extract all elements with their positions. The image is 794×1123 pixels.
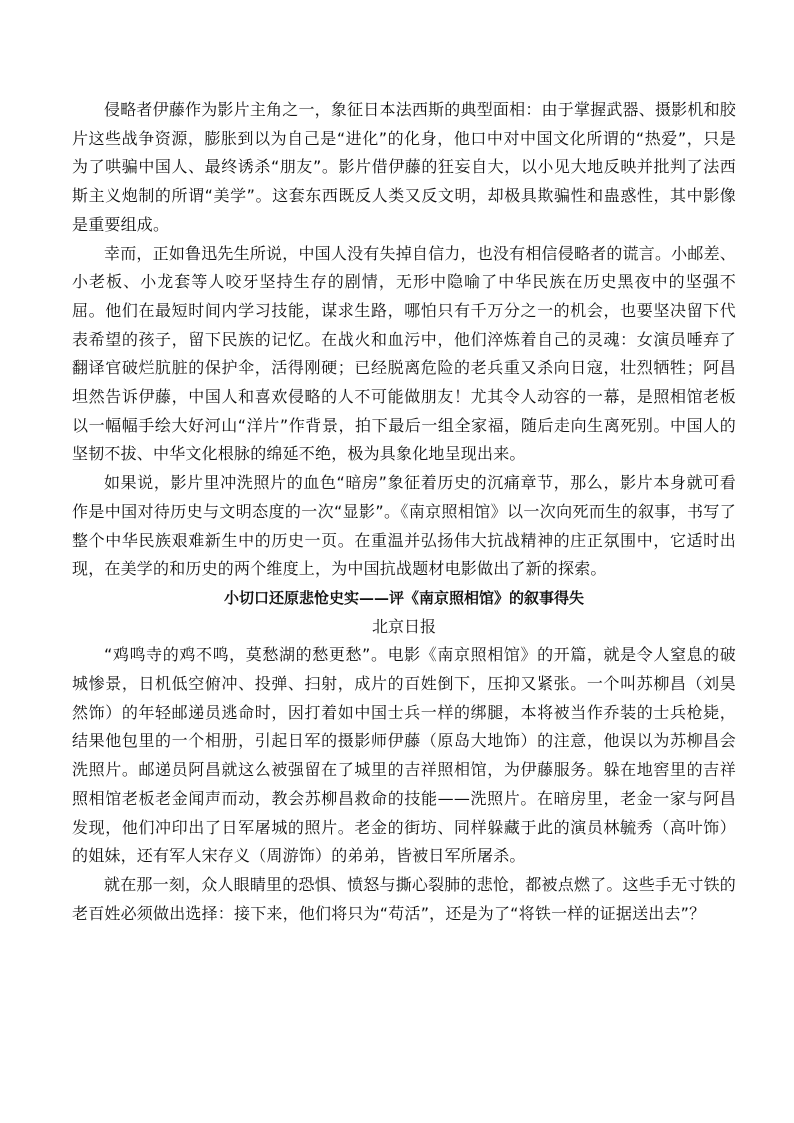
- paragraph-darkroom-development: 如果说，影片里冲洗照片的血色“暗房”象征着历史的沉痛章节，那么，影片本身就可看作是中国对待历史与文明态度的一次“显影”。《南京照相馆》以一次向死而生的叙事，书写了整个中华民族艰难新生中的历史一页。在重温并弘扬伟大抗战精神的庄正氛围中，它适时出现，在美学的和历史的两个维度上，为中国抗战题材电影做出了新的探索。: [72, 473, 736, 579]
- paragraph-film-opening: “鸡鸣寺的鸡不鸣，莫愁湖的愁更愁”。电影《南京照相馆》的开篇，就是令人窒息的破城惨景，日机低空俯冲、投弹、扫射，成片的百姓倒下，压抑又紧张。一个叫苏柳昌（刘昊然饰）的年轻邮递员逃命时，因打着如中国士兵一样的绑腿，本将被当作乔装的士兵枪毙，结果他包里的一个相册，引起日军的摄影师伊藤（原岛大地饰）的注意，他误以为苏柳昌会洗照片。邮递员阿昌就这么被强留在了城里的吉祥照相馆，为伊藤服务。躲在地窖里的吉祥照相馆老板老金闻声而动，教会苏柳昌救命的技能——洗照片。在暗房里，老金一家与阿昌发现，他们冲印出了日军屠城的照片。老金的街坊、同样躲藏于此的演员林毓秀（高叶饰）的姐妹，还有军人宋存义（周游饰）的弟弟，皆被日军所屠杀。: [72, 645, 736, 866]
- paragraph-chinese-resilience: 幸而，正如鲁迅先生所说，中国人没有失掉自信力，也没有相信侵略者的谎言。小邮差、小老板、小龙套等人咬牙坚持生存的剧情，无形中隐喻了中华民族在历史黑夜中的坚强不屈。他们在最短时间内学习技能，谋求生路，哪怕只有千万分之一的机会，也要坚决留下代表希望的孩子，留下民族的记忆。在战火和血污中，他们淬炼着自己的灵魂：女演员唾弃了翻译官破烂肮脏的保护伞，活得刚硬；已经脱离危险的老兵重又杀向日寇，壮烈牺牲；阿昌坦然告诉伊藤，中国人和喜欢侵略的人不可能做朋友！尤其令人动容的一幕，是照相馆老板以一幅幅手绘大好河山“洋片”作背景，拍下最后一组全家福，随后走向生离死别。中国人的坚韧不拔、中华文化根脉的绵延不绝，极为具象化地呈现出来。: [72, 243, 736, 464]
- paragraph-choice: 就在那一刻，众人眼睛里的恐惧、愤怒与撕心裂肺的悲怆，都被点燃了。这些手无寸铁的老百姓必须做出选择：接下来，他们将只为“苟活”，还是为了“将铁一样的证据送出去”？: [72, 874, 736, 923]
- document-page: [72, 96, 736, 928]
- article-source: 北京日报: [371, 616, 436, 636]
- paragraph-ito-fascism: 侵略者伊藤作为影片主角之一，象征日本法西斯的典型面相：由于掌握武器、摄影机和胶片这些战争资源，膨胀到以为自己是“进化”的化身，他口中对中国文化所谓的“热爱”，只是为了哄骗中国人、最终诱杀“朋友”。影片借伊藤的狂妄自大，以小见大地反映并批判了法西斯主义炮制的所谓“美学”。这套东西既反人类又反文明，却极具欺骗性和蛊惑性，其中影像是重要组成。: [72, 100, 736, 234]
- article-title: 小切口还原悲怆史实——评《南京照相馆》的叙事得失: [223, 588, 584, 607]
